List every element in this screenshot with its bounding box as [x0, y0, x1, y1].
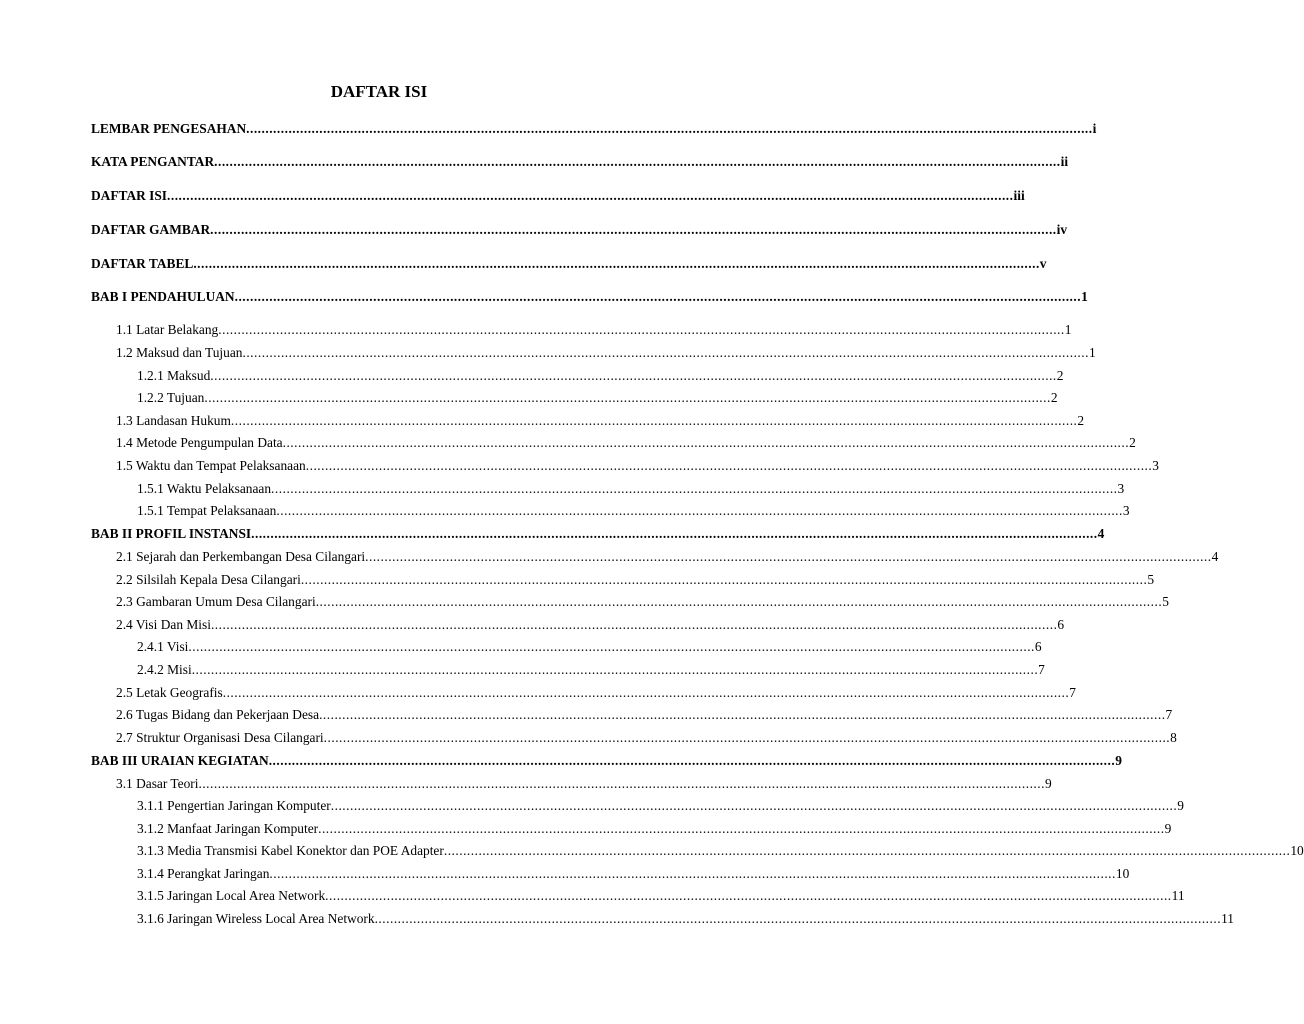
toc-entry-page: 4: [1097, 526, 1105, 541]
toc-entry-page: 9: [1164, 821, 1172, 836]
toc-entry: [91, 187, 1025, 205]
toc-entry-label: KATA PENGANTAR: [91, 154, 215, 169]
toc-entry-page: 7: [1069, 685, 1076, 700]
toc-entry-page: 9: [1177, 798, 1184, 813]
toc-entry: [91, 752, 1122, 770]
toc-entry-page: 7: [1038, 662, 1045, 677]
toc-entry-page: 1: [1088, 345, 1096, 360]
toc-entry-page: v: [1039, 256, 1047, 271]
toc-entry: [116, 775, 1052, 793]
toc-entry: [116, 706, 1173, 724]
toc-entry-page: 3: [1117, 481, 1125, 496]
dot-leader: ............................................................................................................................................................................................................................: [214, 154, 1061, 169]
toc-entry: [116, 571, 1155, 589]
toc-entry-label: 3.1.1 Pengertian Jaringan Komputer: [137, 798, 331, 813]
toc-entry-page: 6: [1057, 617, 1065, 632]
toc-entry-page: 11: [1221, 911, 1234, 926]
toc-entry: [91, 120, 1097, 138]
toc-entry-label: 1.2.2 Tujuan: [137, 390, 205, 405]
toc-entry-label: DAFTAR TABEL: [91, 256, 194, 271]
toc-entry-page: 2: [1056, 368, 1064, 383]
toc-entry-page: 11: [1171, 888, 1185, 903]
toc-entry-label: 2.4.2 Misi: [137, 662, 192, 677]
dot-leader: ............................................................................................................................................................................................................................: [323, 730, 1171, 745]
toc-entry: [137, 910, 1234, 928]
toc-entry-label: 2.6 Tugas Bidang dan Pekerjaan Desa: [116, 707, 320, 722]
toc-entry: [116, 457, 1159, 475]
dot-leader: ............................................................................................................................................................................................................................: [222, 685, 1070, 700]
toc-entry-label: 1.3 Landasan Hukum: [116, 413, 231, 428]
toc-entry-label: 3.1 Dasar Teori: [116, 776, 199, 791]
toc-entry: [137, 480, 1125, 498]
dot-leader: ............................................................................................................................................................................................................................: [282, 435, 1130, 450]
toc-entry: [137, 842, 1304, 860]
toc-entry-page: 4: [1211, 549, 1219, 564]
dot-leader: ............................................................................................................................................................................................................................: [318, 821, 1165, 836]
toc-entry: [137, 638, 1042, 656]
toc-entry-label: DAFTAR ISI: [91, 188, 168, 203]
dot-leader: ............................................................................................................................................................................................................................: [167, 188, 1014, 203]
toc-entry-page: 2: [1129, 435, 1136, 450]
toc-entry-page: 10: [1115, 866, 1130, 881]
toc-entry: [137, 661, 1045, 679]
toc-entry-page: ii: [1060, 154, 1069, 169]
toc-entry-label: 3.1.3 Media Transmisi Kabel Konektor dan POE Adapter: [137, 843, 444, 858]
toc-entry: [116, 684, 1076, 702]
toc-entry: [91, 525, 1105, 543]
toc-entry: [116, 344, 1096, 362]
toc-entry: [137, 797, 1184, 815]
toc-entry-label: 2.7 Struktur Organisasi Desa Cilangari: [116, 730, 324, 745]
dot-leader: ............................................................................................................................................................................................................................: [234, 289, 1082, 304]
dot-leader: ............................................................................................................................................................................................................................: [374, 911, 1222, 926]
toc-entry: [116, 548, 1219, 566]
toc-entry-page: 5: [1147, 572, 1155, 587]
toc-entry-label: DAFTAR GAMBAR: [91, 222, 211, 237]
toc-entry-label: 1.4 Metode Pengumpulan Data: [116, 435, 283, 450]
toc-entry-page: 1: [1064, 322, 1072, 337]
dot-leader: ............................................................................................................................................................................................................................: [319, 707, 1166, 722]
dot-leader: ............................................................................................................................................................................................................................: [300, 572, 1148, 587]
toc-entry-label: 3.1.4 Perangkat Jaringan: [137, 866, 270, 881]
toc-entry-label: 1.5 Waktu dan Tempat Pelaksanaan: [116, 458, 306, 473]
toc-entry-label: 3.1.5 Jaringan Local Area Network: [137, 888, 326, 903]
toc-entry: [91, 255, 1047, 273]
dot-leader: ............................................................................................................................................................................................................................: [330, 798, 1178, 813]
toc-entry-label: 2.5 Letak Geografis: [116, 685, 223, 700]
toc-entry-label: 1.5.1 Tempat Pelaksanaan: [137, 503, 277, 518]
toc-entry-page: 7: [1165, 707, 1173, 722]
toc-entry-label: LEMBAR PENGESAHAN: [91, 121, 247, 136]
toc-entry: [116, 321, 1072, 339]
document-title: DAFTAR ISI: [330, 82, 428, 101]
dot-leader: ............................................................................................................................................................................................................................: [230, 413, 1078, 428]
dot-leader: ............................................................................................................................................................................................................................: [276, 503, 1123, 518]
dot-leader: ............................................................................................................................................................................................................................: [210, 368, 1057, 383]
dot-leader: ............................................................................................................................................................................................................................: [242, 345, 1089, 360]
toc-entry-page: 9: [1044, 776, 1052, 791]
toc-entry: [116, 729, 1177, 747]
dot-leader: ............................................................................................................................................................................................................................: [325, 888, 1172, 903]
toc-entry: [91, 288, 1088, 306]
toc-entry: [137, 865, 1130, 883]
toc-entry-page: 5: [1162, 594, 1169, 609]
toc-entry-label: BAB III URAIAN KEGIATAN: [91, 753, 269, 768]
toc-entry-page: 2: [1077, 413, 1085, 428]
toc-entry: [137, 367, 1064, 385]
dot-leader: ............................................................................................................................................................................................................................: [204, 390, 1051, 405]
dot-leader: ............................................................................................................................................................................................................................: [268, 753, 1116, 768]
toc-entry-page: 3: [1152, 458, 1159, 473]
toc-entry-page: 3: [1122, 503, 1130, 518]
toc-entry-label: 2.2 Silsilah Kepala Desa Cilangari: [116, 572, 301, 587]
toc-entry-page: 9: [1115, 753, 1122, 768]
toc-entry: [137, 502, 1130, 520]
toc-entry-label: 1.1 Latar Belakang: [116, 322, 219, 337]
toc-entry-label: 1.2 Maksud dan Tujuan: [116, 345, 243, 360]
toc-entry-label: 2.4.1 Visi: [137, 639, 189, 654]
toc-entry-label: BAB II PROFIL INSTANSI: [91, 526, 252, 541]
toc-entry-label: 3.1.6 Jaringan Wireless Local Area Network: [137, 911, 375, 926]
dot-leader: ............................................................................................................................................................................................................................: [188, 639, 1035, 654]
dot-leader: ............................................................................................................................................................................................................................: [443, 843, 1291, 858]
toc-entry-page: 6: [1034, 639, 1042, 654]
toc-entry-label: BAB I PENDAHULUAN: [91, 289, 235, 304]
dot-leader: ............................................................................................................................................................................................................................: [218, 322, 1065, 337]
toc-entry-label: 2.4 Visi Dan Misi: [116, 617, 211, 632]
dot-leader: ............................................................................................................................................................................................................................: [305, 458, 1153, 473]
toc-entry-label: 2.3 Gambaran Umum Desa Cilangari: [116, 594, 316, 609]
toc-entry: [116, 434, 1136, 452]
dot-leader: ............................................................................................................................................................................................................................: [193, 256, 1040, 271]
dot-leader: ............................................................................................................................................................................................................................: [246, 121, 1093, 136]
dot-leader: ............................................................................................................................................................................................................................: [269, 866, 1116, 881]
toc-entry: [116, 616, 1065, 634]
toc-entry-page: i: [1092, 121, 1097, 136]
toc-entry-page: 2: [1050, 390, 1058, 405]
dot-leader: ............................................................................................................................................................................................................................: [210, 617, 1058, 632]
dot-leader: ............................................................................................................................................................................................................................: [271, 481, 1118, 496]
toc-entry-page: iv: [1056, 222, 1068, 237]
toc-entry-label: 1.2.1 Maksud: [137, 368, 211, 383]
toc-entry: [137, 820, 1172, 838]
toc-entry-page: iii: [1013, 188, 1025, 203]
dot-leader: ............................................................................................................................................................................................................................: [191, 662, 1039, 677]
toc-entry: [91, 221, 1068, 239]
toc-entry-label: 3.1.2 Manfaat Jaringan Komputer: [137, 821, 319, 836]
toc-entry: [116, 593, 1169, 611]
toc-entry: [91, 153, 1069, 171]
dot-leader: ............................................................................................................................................................................................................................: [198, 776, 1045, 791]
toc-entry: [137, 389, 1058, 407]
toc-entry-label: 1.5.1 Waktu Pelaksanaan: [137, 481, 272, 496]
toc-entry-page: 10: [1290, 843, 1304, 858]
toc-entry-page: 1: [1081, 289, 1088, 304]
dot-leader: ............................................................................................................................................................................................................................: [251, 526, 1098, 541]
toc-entry: [116, 412, 1085, 430]
toc-entry-label: 2.1 Sejarah dan Perkembangan Desa Cilangari: [116, 549, 366, 564]
toc-entry-page: 8: [1170, 730, 1177, 745]
dot-leader: ............................................................................................................................................................................................................................: [365, 549, 1212, 564]
dot-leader: ............................................................................................................................................................................................................................: [210, 222, 1057, 237]
toc-entry: [137, 887, 1185, 905]
dot-leader: ............................................................................................................................................................................................................................: [315, 594, 1163, 609]
